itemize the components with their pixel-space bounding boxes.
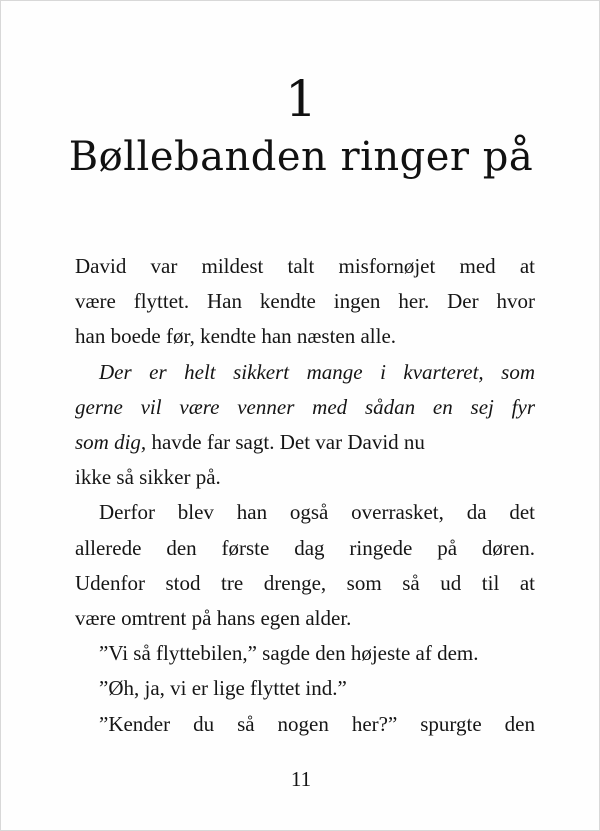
text-line: være flyttet. Han kendte ingen her. Der hvor: [75, 289, 535, 314]
text-line: ikke så sikker på.: [75, 465, 221, 490]
text-line-italic: Der er helt sikkert mange i kvarteret, som: [99, 359, 535, 384]
text-fragment: havde far sagt. Det var David nu: [146, 430, 425, 455]
text-line: allerede den første dag ringede på døren.: [75, 535, 535, 560]
page-number: 11: [290, 767, 312, 791]
paragraph-2: [75, 355, 535, 496]
text-line: ”Øh, ja, vi er lige flyttet ind.”: [99, 676, 347, 701]
paragraph-4: [75, 636, 535, 671]
text-line: David var mildest talt misfornøjet med at: [75, 254, 535, 278]
paragraph-6: [75, 707, 535, 742]
paragraph-1: [75, 249, 535, 355]
text-line: være omtrent på hans egen alder.: [75, 606, 352, 631]
body-text: [75, 249, 535, 742]
italic-phrase: som dig,: [75, 430, 147, 455]
text-line: ”Kender du så nogen her?” spurgte den: [99, 711, 535, 736]
chapter-title: Bøllebanden ringer på: [68, 134, 534, 180]
text-line: Udenfor stod tre drenge, som så ud til at: [75, 570, 535, 595]
paragraph-3: [75, 495, 535, 636]
text-line: ”Vi så flyttebilen,” sagde den højeste af dem.: [99, 641, 479, 666]
text-line-italic: gerne vil være venner med sådan en sej fyr: [75, 394, 535, 419]
paragraph-5: [75, 671, 535, 706]
text-line-mixed: [75, 425, 535, 460]
text-line: Derfor blev han også overrasket, da det: [99, 500, 535, 525]
text-line: han boede før, kendte han næsten alle.: [75, 324, 397, 349]
chapter-number: 1: [285, 70, 317, 128]
